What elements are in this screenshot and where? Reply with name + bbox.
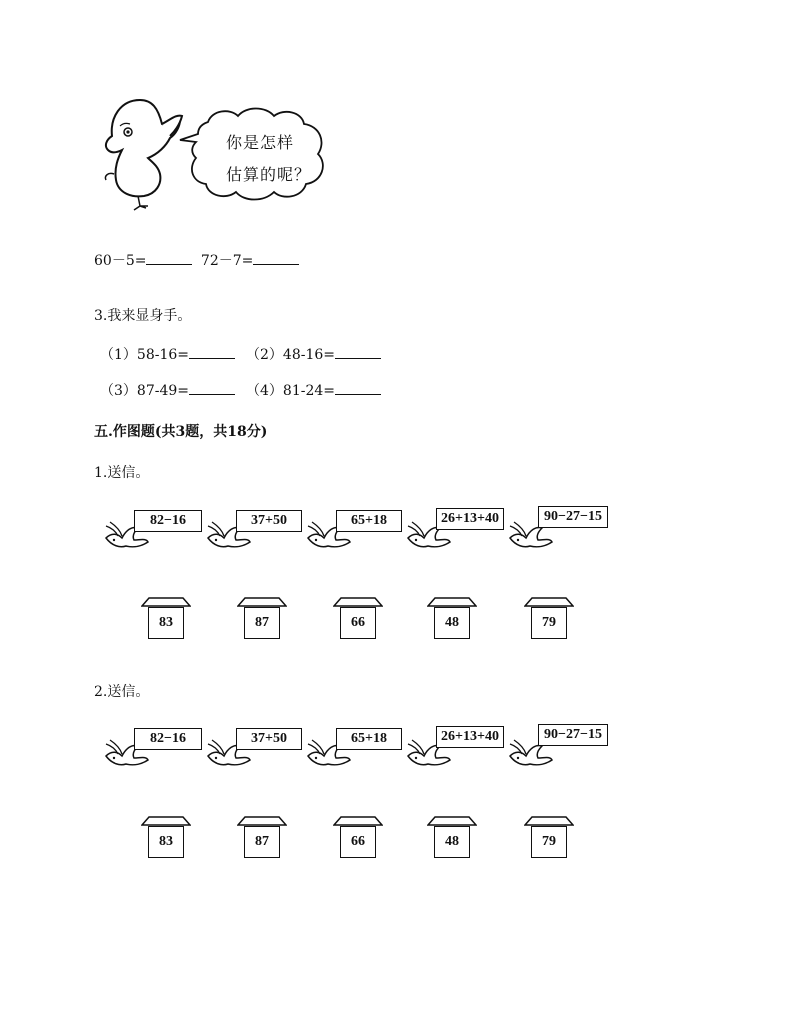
letter-card[interactable]: 65+18 bbox=[336, 728, 402, 750]
answer-blank[interactable] bbox=[146, 252, 192, 265]
question-3-item bbox=[100, 380, 235, 400]
roof-icon bbox=[237, 816, 287, 826]
speech-line-2: 估算的呢？ bbox=[226, 165, 312, 184]
letter-card[interactable]: 37+50 bbox=[236, 728, 302, 750]
question-3-item bbox=[246, 380, 381, 400]
mailbox-house[interactable] bbox=[333, 597, 383, 639]
speech-bubble bbox=[178, 106, 330, 204]
house-number: 48 bbox=[434, 607, 470, 639]
mailbox-house[interactable] bbox=[333, 816, 383, 858]
mailbox-house[interactable] bbox=[237, 816, 287, 858]
mailbox-house[interactable] bbox=[427, 597, 477, 639]
house-number: 87 bbox=[244, 826, 280, 858]
mailbox-house[interactable] bbox=[524, 816, 574, 858]
question-3-item bbox=[246, 344, 381, 364]
house-number: 66 bbox=[340, 826, 376, 858]
item-number: （2） bbox=[246, 347, 283, 363]
house-number: 66 bbox=[340, 607, 376, 639]
letter-card[interactable]: 26+13+40 bbox=[436, 726, 504, 748]
mailbox-house[interactable] bbox=[141, 816, 191, 858]
roof-icon bbox=[237, 597, 287, 607]
roof-icon bbox=[427, 816, 477, 826]
roof-icon bbox=[333, 597, 383, 607]
roof-icon bbox=[141, 816, 191, 826]
duck-illustration bbox=[100, 96, 190, 211]
estimate-row bbox=[94, 250, 299, 270]
letter-card[interactable]: 26+13+40 bbox=[436, 508, 504, 530]
item-expression: 87-49= bbox=[136, 383, 190, 399]
letter-card[interactable]: 65+18 bbox=[336, 510, 402, 532]
roof-icon bbox=[524, 597, 574, 607]
answer-blank[interactable] bbox=[253, 252, 299, 265]
house-number: 83 bbox=[148, 826, 184, 858]
question-3-title: 3.我来显身手。 bbox=[94, 308, 192, 324]
item-expression: 58-16= bbox=[136, 347, 190, 363]
letter-card[interactable]: 90−27−15 bbox=[538, 506, 608, 528]
house-number: 83 bbox=[148, 607, 184, 639]
letter-card[interactable]: 90−27−15 bbox=[538, 724, 608, 746]
answer-blank[interactable] bbox=[335, 346, 381, 359]
house-number: 79 bbox=[531, 826, 567, 858]
answer-blank[interactable] bbox=[189, 382, 235, 395]
estimate-item-2: 72－7= bbox=[200, 253, 254, 269]
roof-icon bbox=[333, 816, 383, 826]
mailbox-house[interactable] bbox=[524, 597, 574, 639]
house-number: 87 bbox=[244, 607, 280, 639]
item-expression: 48-16= bbox=[282, 347, 336, 363]
question-3-item bbox=[100, 344, 235, 364]
section-5-title: 五.作图题(共3题，共18分) bbox=[94, 424, 268, 440]
house-number: 48 bbox=[434, 826, 470, 858]
letter-card[interactable]: 82−16 bbox=[134, 510, 202, 532]
speech-line-1: 你是怎样 bbox=[226, 133, 295, 152]
subquestion-2-title: 2.送信。 bbox=[94, 684, 150, 700]
item-expression: 81-24= bbox=[282, 383, 336, 399]
item-number: （1） bbox=[100, 347, 137, 363]
item-number: （4） bbox=[246, 383, 283, 399]
roof-icon bbox=[141, 597, 191, 607]
item-number: （3） bbox=[100, 383, 137, 399]
subquestion-1-title: 1.送信。 bbox=[94, 465, 150, 481]
answer-blank[interactable] bbox=[335, 382, 381, 395]
mailbox-house[interactable] bbox=[427, 816, 477, 858]
letter-card[interactable]: 37+50 bbox=[236, 510, 302, 532]
letter-card[interactable]: 82−16 bbox=[134, 728, 202, 750]
roof-icon bbox=[427, 597, 477, 607]
mailbox-house[interactable] bbox=[237, 597, 287, 639]
estimate-item-1: 60－5= bbox=[94, 253, 147, 269]
roof-icon bbox=[524, 816, 574, 826]
answer-blank[interactable] bbox=[189, 346, 235, 359]
mailbox-house[interactable] bbox=[141, 597, 191, 639]
house-number: 79 bbox=[531, 607, 567, 639]
